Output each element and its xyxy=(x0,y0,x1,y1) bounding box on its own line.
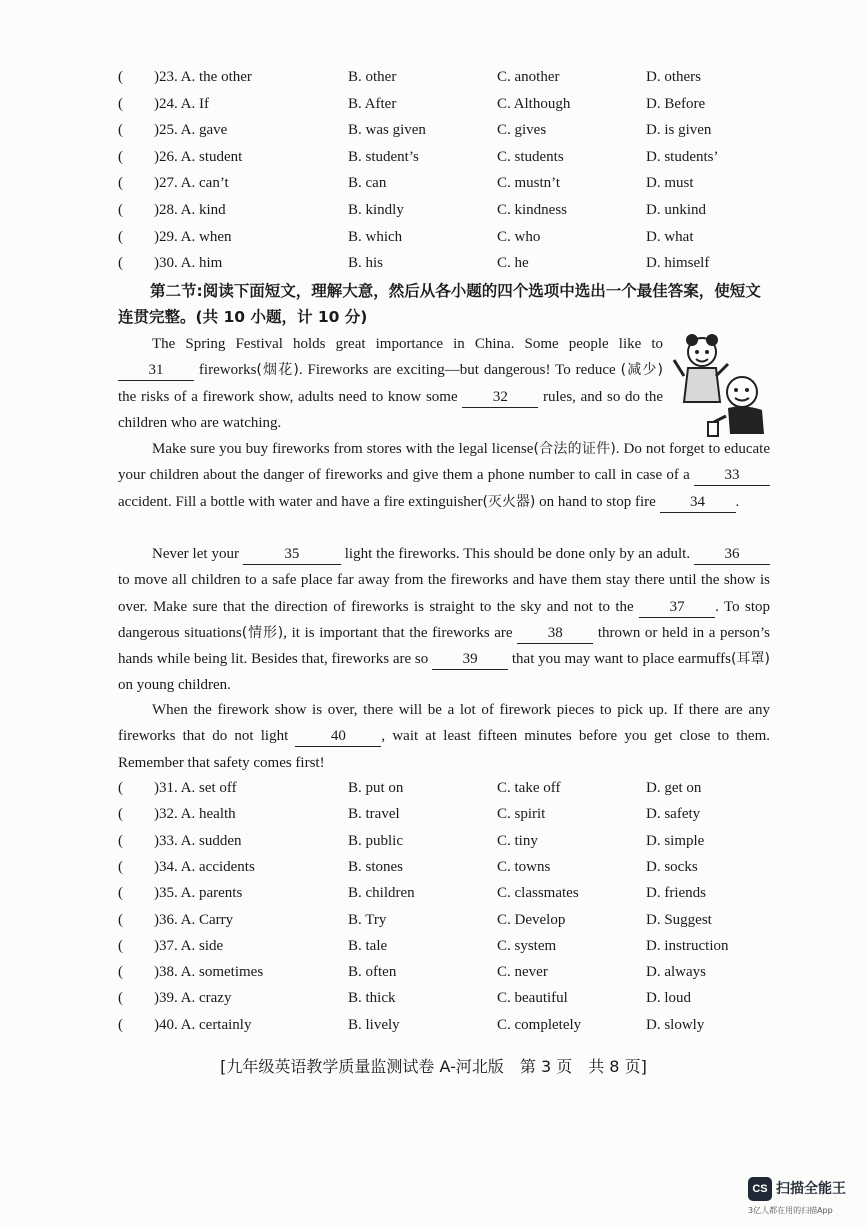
question-option-c: C. Although xyxy=(497,95,571,112)
question-option-b: B. lively xyxy=(348,1016,400,1033)
question-option-a: )39. A. crazy xyxy=(154,990,232,1007)
answer-bracket[interactable]: ( xyxy=(118,175,123,192)
section-heading-line1: 第二节:阅读下面短文，理解大意，然后从各小题的四个选项中选出一个最佳答案，使短文 xyxy=(150,282,761,300)
answer-bracket[interactable]: ( xyxy=(118,202,123,218)
blank-35: 35 xyxy=(243,544,341,565)
question-option-c: C. spirit xyxy=(497,806,546,823)
question-option-b: B. which xyxy=(348,228,403,245)
question-option-c: C. mustn’t xyxy=(497,175,561,192)
question-option-a: )27. A. can’t xyxy=(154,175,229,192)
question-option-c: C. he xyxy=(497,255,529,272)
camscanner-logo-icon: CS xyxy=(748,1177,772,1201)
answer-bracket[interactable]: ( xyxy=(118,832,123,849)
question-option-d: D. get on xyxy=(646,780,702,796)
question-option-d: D. loud xyxy=(646,990,691,1007)
question-option-d: D. simple xyxy=(646,832,705,849)
question-option-d: D. socks xyxy=(646,858,698,875)
blank-39: 39 xyxy=(432,649,508,670)
question-option-a: )38. A. sometimes xyxy=(154,964,264,981)
question-option-b: B. stones xyxy=(348,858,404,875)
answer-bracket[interactable]: ( xyxy=(118,806,123,823)
question-option-d: D. unkind xyxy=(646,202,706,218)
question-option-b: B. tale xyxy=(348,937,388,954)
question-option-c: C. completely xyxy=(497,1016,582,1033)
question-option-b: B. can xyxy=(348,175,387,192)
answer-bracket[interactable]: ( xyxy=(118,858,123,875)
answer-bracket[interactable]: ( xyxy=(118,885,123,902)
passage-paragraph-4: When the firework show is over, there will be a lot of firework pieces to pick up. If there are any fireworks that do not light 40 , wait at least fifteen minutes before you get close to them. Remember that safety comes first! xyxy=(118,702,770,771)
blank-33: 33 xyxy=(694,465,770,486)
blank-31: 31 xyxy=(118,360,194,381)
watermark-name: 扫描全能王 xyxy=(776,1181,846,1197)
blank-40: 40 xyxy=(295,726,381,747)
question-option-b: B. public xyxy=(348,832,403,849)
question-option-a: )29. A. when xyxy=(154,228,232,245)
answer-bracket[interactable]: ( xyxy=(118,937,123,954)
page-footer: [九年级英语教学质量监测试卷 A-河北版 第 3 页 共 8 页] xyxy=(220,1057,647,1076)
passage-paragraph-2: Make sure you buy fireworks from stores with the legal license(合法的证件). Do not forget to educate your children about the danger of fireworks and give them a phone number to call in case of a 33 accident. Fill a bottle with water and have a fire extinguisher(灭火器) on hand to stop fire 34 . xyxy=(118,436,770,515)
question-option-a: )36. A. Carry xyxy=(154,911,234,928)
question-option-a: )24. A. If xyxy=(154,95,209,112)
question-option-a: )35. A. parents xyxy=(154,885,243,902)
question-option-b: B. put on xyxy=(348,780,404,796)
question-option-a: )34. A. accidents xyxy=(154,858,255,875)
question-option-c: C. towns xyxy=(497,858,551,875)
question-option-a: )30. A. him xyxy=(154,255,223,272)
question-option-a: )32. A. health xyxy=(154,806,236,823)
question-option-c: C. classmates xyxy=(497,885,579,902)
answer-bracket[interactable]: ( xyxy=(118,69,123,85)
question-option-a: )33. A. sudden xyxy=(154,832,242,849)
question-option-b: B. travel xyxy=(348,806,400,823)
answer-bracket[interactable]: ( xyxy=(118,95,123,112)
question-option-b: B. was given xyxy=(348,122,426,139)
question-option-b: B. often xyxy=(348,964,397,981)
question-option-a: )28. A. kind xyxy=(154,202,226,218)
passage-paragraph-1: The Spring Festival holds great importance in China. Some people like to 31 fireworks(烟花). Fireworks are exciting—but dangerous! To reduce (减少) the risks of a firework show, adults need to know some 32 rules, and so do the children who are watching. xyxy=(118,336,664,431)
question-option-b: B. children xyxy=(348,885,415,902)
question-option-c: C. tiny xyxy=(497,832,538,849)
question-option-b: B. student’s xyxy=(348,148,419,165)
answer-bracket[interactable]: ( xyxy=(118,122,123,139)
question-option-d: D. safety xyxy=(646,806,701,823)
question-option-c: C. take off xyxy=(497,780,561,796)
question-option-d: D. others xyxy=(646,69,701,85)
question-option-d: D. students’ xyxy=(646,148,719,165)
question-option-c: C. kindness xyxy=(497,202,568,218)
question-option-c: C. gives xyxy=(497,122,547,139)
blank-32: 32 xyxy=(462,387,538,408)
scanner-watermark xyxy=(748,1175,860,1219)
question-option-c: C. students xyxy=(497,148,564,165)
question-option-a: )31. A. set off xyxy=(154,780,237,796)
question-option-a: )23. A. the other xyxy=(154,69,252,85)
question-option-d: D. always xyxy=(646,964,706,981)
answer-bracket[interactable]: ( xyxy=(118,255,123,272)
question-option-d: D. slowly xyxy=(646,1016,705,1033)
section-heading-line2: 连贯完整。(共 10 小题，计 10 分) xyxy=(118,308,368,326)
blank-37: 37 xyxy=(639,597,715,618)
section-heading xyxy=(118,278,780,330)
question-option-b: B. other xyxy=(348,69,397,85)
question-option-d: D. is given xyxy=(646,122,712,139)
question-option-c: C. another xyxy=(497,69,560,85)
question-option-b: B. Try xyxy=(348,911,387,928)
question-option-c: C. never xyxy=(497,964,548,981)
question-option-d: D. himself xyxy=(646,255,710,272)
question-option-c: C. who xyxy=(497,228,541,245)
blank-36: 36 xyxy=(694,544,770,565)
question-option-d: D. Before xyxy=(646,95,706,112)
answer-bracket[interactable]: ( xyxy=(118,228,123,245)
question-option-c: C. beautiful xyxy=(497,990,568,1007)
question-option-d: D. friends xyxy=(646,885,706,902)
answer-bracket[interactable]: ( xyxy=(118,990,123,1007)
question-option-c: C. system xyxy=(497,937,557,954)
blank-34: 34 xyxy=(660,492,736,513)
children-fireworks-illustration xyxy=(672,330,776,438)
question-option-a: )37. A. side xyxy=(154,937,224,954)
question-option-d: D. must xyxy=(646,175,694,192)
question-option-a: )26. A. student xyxy=(154,148,243,165)
question-option-c: C. Develop xyxy=(497,911,566,928)
question-option-d: D. what xyxy=(646,228,694,245)
question-option-a: )25. A. gave xyxy=(154,122,228,139)
watermark-subtitle: 3亿人都在用的扫描App xyxy=(748,1206,833,1215)
question-option-d: D. Suggest xyxy=(646,911,712,928)
question-option-b: B. thick xyxy=(348,990,396,1007)
answer-bracket[interactable]: ( xyxy=(118,911,123,928)
answer-bracket[interactable]: ( xyxy=(118,780,123,796)
answer-bracket[interactable]: ( xyxy=(118,1016,123,1033)
question-option-b: B. his xyxy=(348,255,384,272)
answer-bracket[interactable]: ( xyxy=(118,964,123,981)
question-option-b: B. kindly xyxy=(348,202,404,218)
answer-bracket[interactable]: ( xyxy=(118,148,123,165)
passage-paragraph-3: Never let your 35 light the fireworks. This should be done only by an adult. 36 to move all children to a safe place far away from the fireworks and have them stay there until the show is over. Make sure that the direction of fireworks is straight to the sky and not to the 37 . To stop dangerous situations(情形), it is important that the fireworks are 38 thrown or held in a person’s hands while being lit. Besides that, fireworks are so 39 that you may want to place earmuffs(耳罩) on young children. xyxy=(118,546,771,694)
question-option-b: B. After xyxy=(348,95,397,112)
question-option-a: )40. A. certainly xyxy=(154,1016,252,1033)
question-option-d: D. instruction xyxy=(646,937,729,954)
blank-38: 38 xyxy=(517,623,593,644)
